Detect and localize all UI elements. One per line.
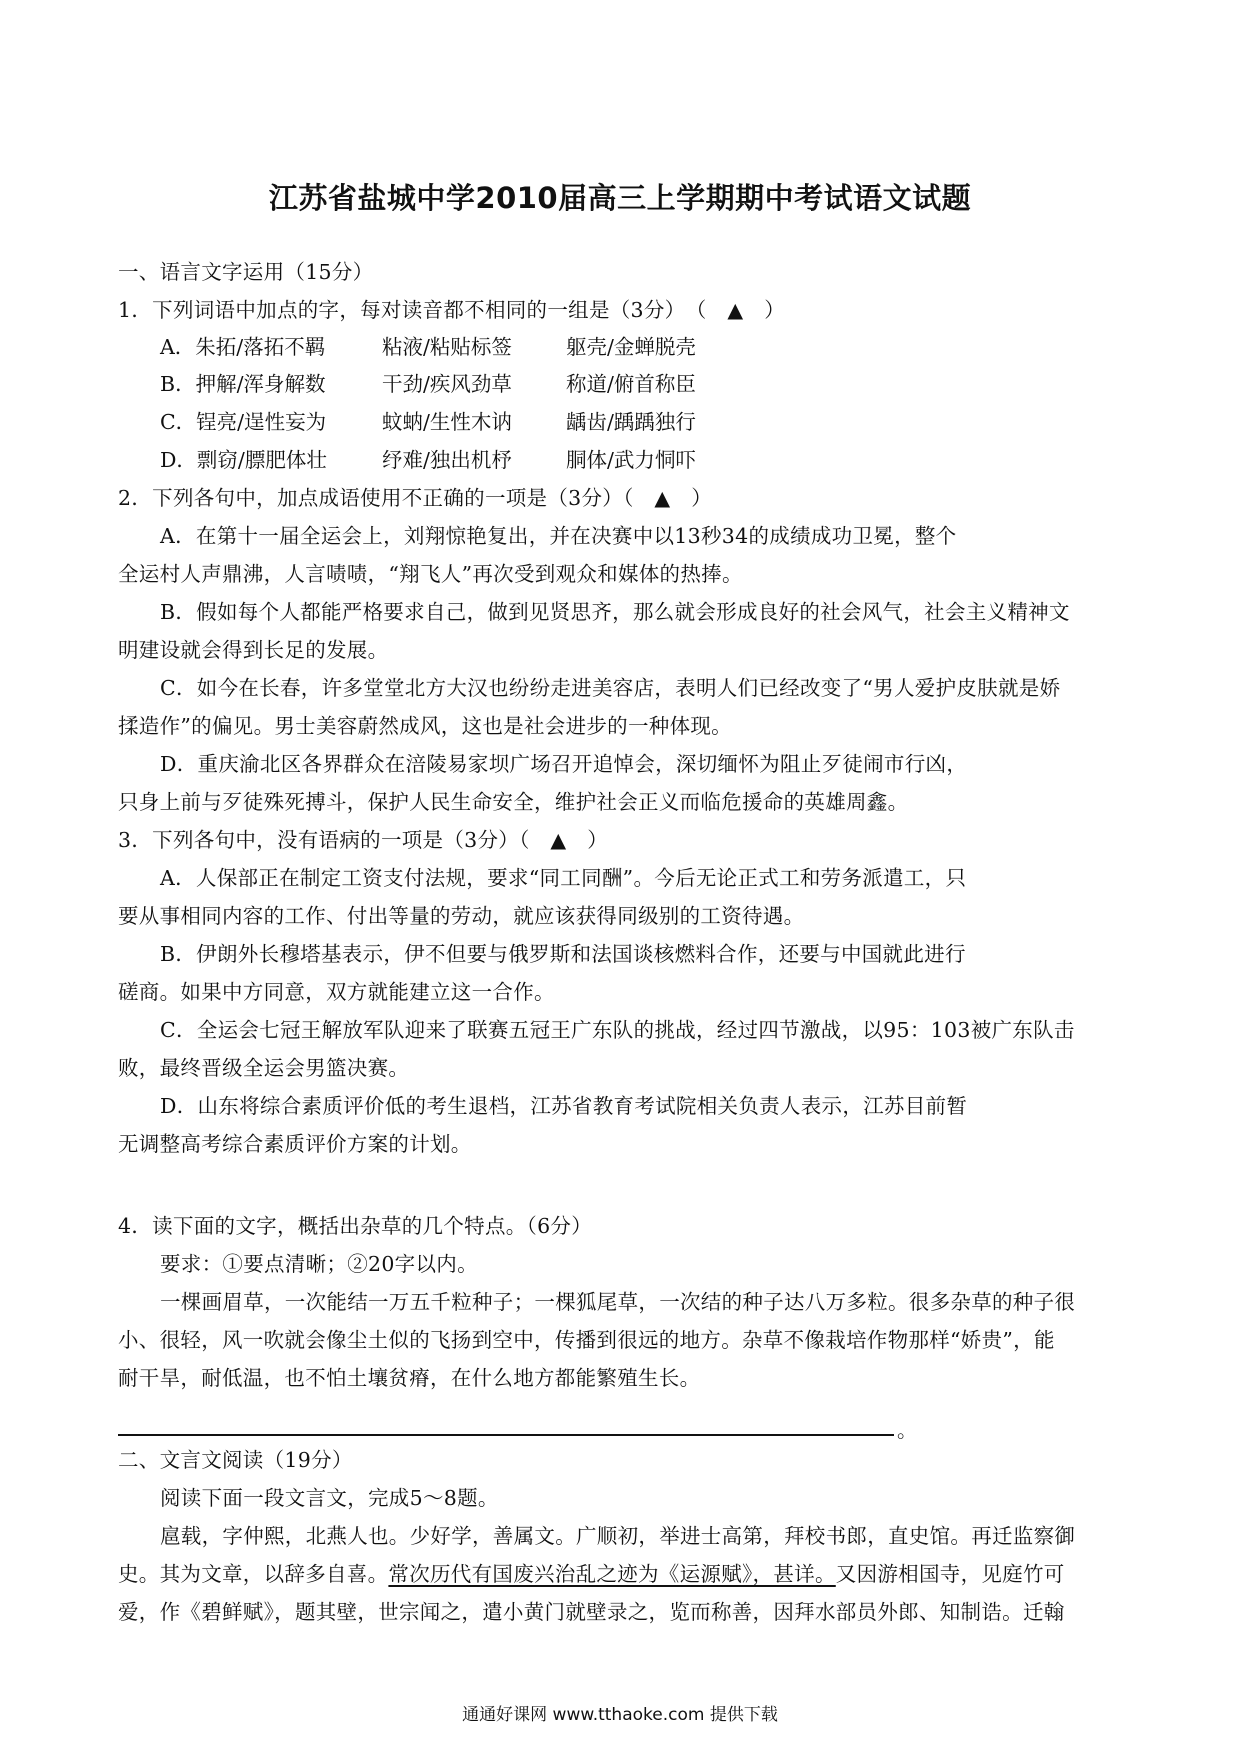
q3-line: D．山东将综合素质评价低的考生退档，江苏省教育考试院相关负责人表示，江苏目前暂 — [160, 1094, 968, 1118]
q3-line: 要从事相同内容的工作、付出等量的劳动，就应该获得同级别的工资待遇。 — [118, 904, 805, 928]
q2-stem: 2．下列各句中，加点成语使用不正确的一项是（3分）（ ▲ ） — [118, 486, 713, 510]
page-footer: 通通好课网 www.tthaoke.com 提供下载 — [462, 1705, 778, 1725]
q2-line: C．如今在长春，许多堂堂北方大汉也纷纷走进美容店，表明人们已经改变了“男人爱护皮肤就是娇 — [160, 676, 1061, 700]
q2-line: 揉造作”的偏见。男士美容蔚然成风，这也是社会进步的一种体现。 — [118, 714, 732, 738]
q1-option-b-3: 称道/俯首称臣 — [566, 372, 696, 396]
section2-intro: 阅读下面一段文言文，完成5～8题。 — [160, 1486, 499, 1510]
q1-option-b-2: 干劲/疾风劲草 — [382, 372, 512, 396]
q3-stem: 3．下列各句中，没有语病的一项是（3分）（ ▲ ） — [118, 828, 609, 852]
classical-text-line — [118, 1560, 1065, 1588]
q1-option-d-3: 胴体/武力恫吓 — [566, 448, 696, 472]
section1-heading: 一、语言文字运用（15分） — [118, 260, 374, 284]
q4-passage-line: 小、很轻，风一吹就会像尘土似的飞扬到空中，传播到很远的地方。杂草不像栽培作物那样“娇贵”，能 — [118, 1328, 1055, 1352]
q1-option-a-2: 粘液/粘贴标签 — [382, 335, 512, 359]
section2-heading: 二、文言文阅读（19分） — [118, 1448, 353, 1472]
q1-option-c-2: 蚊蚋/生性木讷 — [382, 410, 512, 434]
q4-answer-line — [118, 1434, 894, 1436]
q4-stem: 4．读下面的文字，概括出杂草的几个特点。（6分） — [118, 1214, 593, 1238]
q3-line: 败，最终晋级全运会男篮决赛。 — [118, 1056, 410, 1080]
classical-text-segment: 史。其为文章，以辞多自喜。 — [118, 1562, 389, 1586]
classical-text-line: 爱，作《碧鲜赋》，题其壁，世宗闻之，遣小黄门就壁录之，览而称善，因拜水部员外郎、知制诰。迁翰 — [118, 1600, 1065, 1624]
q2-line: 全运村人声鼎沸，人言啧啧，“翔飞人”再次受到观众和媒体的热捧。 — [118, 562, 743, 586]
q3-line: C．全运会七冠王解放军队迎来了联赛五冠王广东队的挑战，经过四节激战，以95：103被广东队击 — [160, 1018, 1075, 1042]
q1-option-b-1: B．押解/浑身解数 — [160, 372, 326, 396]
q1-option-a-1: A．朱拓/落拓不羁 — [160, 335, 326, 359]
q2-line: 只身上前与歹徒殊死搏斗，保护人民生命安全，维护社会正义而临危援命的英雄周鑫。 — [118, 790, 909, 814]
q1-stem: 1．下列词语中加点的字，每对读音都不相同的一组是（3分） （ ▲ ） — [118, 298, 786, 322]
q1-option-d-2: 纾难/独出机杼 — [382, 448, 512, 472]
q4-passage-line: 一棵画眉草，一次能结一万五千粒种子；一棵狐尾草，一次结的种子达八万多粒。很多杂草的种子很 — [160, 1290, 1076, 1314]
q2-line: A．在第十一届全运会上，刘翔惊艳复出，并在决赛中以13秒34的成绩成功卫冕，整个 — [160, 524, 957, 548]
classical-text-segment: 又因游相国寺，见庭竹可 — [835, 1562, 1065, 1586]
q4-passage-line: 耐干旱，耐低温，也不怕土壤贫瘠，在什么地方都能繁殖生长。 — [118, 1366, 701, 1390]
page-title: 江苏省盐城中学2010届高三上学期期中考试语文试题 — [268, 181, 972, 215]
q4-answer-end: 。 — [897, 1418, 917, 1442]
q3-line: A．人保部正在制定工资支付法规，要求“同工同酬”。今后无论正式工和劳务派遣工，只 — [160, 866, 967, 890]
q2-line: D．重庆渝北区各界群众在涪陵易家坝广场召开追悼会，深切缅怀为阻止歹徒闹市行凶， — [160, 752, 968, 776]
q2-line: 明建设就会得到长足的发展。 — [118, 638, 389, 662]
underlined-sentence: 常次历代有国废兴治乱之迹为《运源赋》，甚详。 — [388, 1562, 836, 1586]
q1-option-a-3: 躯壳/金蝉脱壳 — [566, 335, 696, 359]
q2-line: B．假如每个人都能严格要求自己，做到见贤思齐，那么就会形成良好的社会风气，社会主义精神文 — [160, 600, 1070, 624]
q4-requirement: 要求：①要点清晰；②20字以内。 — [160, 1252, 478, 1276]
q1-option-c-3: 龋齿/踽踽独行 — [566, 410, 696, 434]
classical-text-line: 扈载，字仲熙，北燕人也。少好学，善属文。广顺初，举进士高第，拜校书郎，直史馆。再迁监察御 — [160, 1524, 1076, 1548]
q1-option-d-1: D．剽窃/膘肥体壮 — [160, 448, 327, 472]
q3-line: 磋商。如果中方同意，双方就能建立这一合作。 — [118, 980, 555, 1004]
q3-line: 无调整高考综合素质评价方案的计划。 — [118, 1132, 472, 1156]
q3-line: B．伊朗外长穆塔基表示，伊不但要与俄罗斯和法国谈核燃料合作，还要与中国就此进行 — [160, 942, 966, 966]
q1-option-c-1: C．锃亮/逞性妄为 — [160, 410, 327, 434]
